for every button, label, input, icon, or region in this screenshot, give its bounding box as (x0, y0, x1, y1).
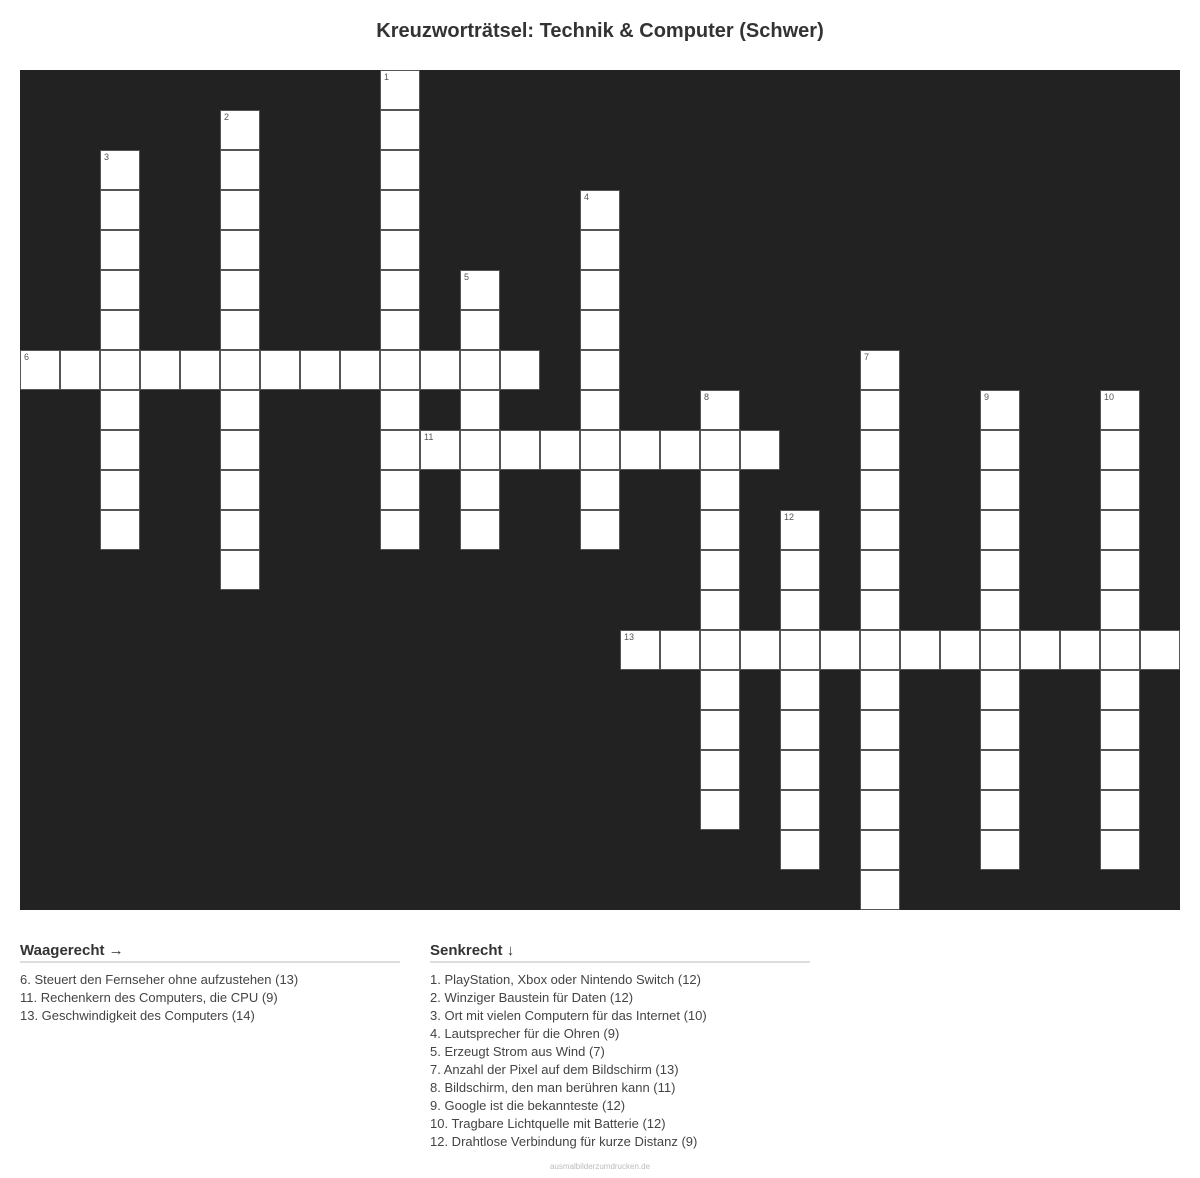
crossword-cell[interactable] (100, 350, 140, 390)
crossword-cell[interactable] (100, 510, 140, 550)
crossword-cell[interactable] (380, 110, 420, 150)
crossword-cell[interactable] (620, 430, 660, 470)
crossword-cell[interactable] (100, 470, 140, 510)
clue-down-9: 9. Google ist die bekannteste (12) (430, 1098, 626, 1113)
crossword-cell[interactable] (460, 350, 500, 390)
crossword-cell[interactable] (860, 350, 900, 390)
crossword-cell[interactable] (580, 310, 620, 350)
crossword-cell[interactable] (1100, 670, 1140, 710)
crossword-cell[interactable] (460, 390, 500, 430)
clue-number: 2 (224, 112, 230, 122)
crossword-cell[interactable] (380, 270, 420, 310)
clue-number: 8 (704, 392, 710, 402)
crossword-cell[interactable] (1100, 390, 1140, 430)
crossword-cell[interactable] (700, 550, 740, 590)
crossword-cell[interactable] (860, 750, 900, 790)
crossword-cell[interactable] (860, 470, 900, 510)
crossword-cell[interactable] (100, 430, 140, 470)
crossword-cell[interactable] (740, 630, 780, 670)
crossword-cell[interactable] (100, 230, 140, 270)
crossword-cell[interactable] (780, 710, 820, 750)
crossword-cell[interactable] (700, 670, 740, 710)
crossword-cell[interactable] (860, 390, 900, 430)
crossword-cell[interactable] (500, 430, 540, 470)
crossword-cell[interactable] (980, 470, 1020, 510)
crossword-cell[interactable] (300, 350, 340, 390)
crossword-cell[interactable] (420, 430, 460, 470)
page-title: Kreuzworträtsel: Technik & Computer (Schwer) (376, 20, 824, 42)
clue-down-2: 2. Winziger Baustein für Daten (12) (430, 990, 634, 1005)
crossword-cell[interactable] (1100, 710, 1140, 750)
crossword-cell[interactable] (380, 510, 420, 550)
crossword-cell[interactable] (780, 830, 820, 870)
crossword-cell[interactable] (260, 350, 300, 390)
clue-down-3: 3. Ort mit vielen Computern für das Internet (10) (430, 1008, 707, 1023)
clue-down-4: 4. Lautsprecher für die Ohren (9) (430, 1026, 620, 1041)
crossword-cell[interactable] (780, 550, 820, 590)
across-clue-list (20, 971, 400, 1025)
crossword-cell[interactable] (220, 310, 260, 350)
crossword-cell[interactable] (660, 630, 700, 670)
crossword-cell[interactable] (340, 350, 380, 390)
crossword-cell[interactable] (220, 190, 260, 230)
crossword-cell[interactable] (220, 150, 260, 190)
clue-number: 10 (1104, 392, 1115, 402)
clue-number: 9 (984, 392, 990, 402)
clue-number: 5 (464, 272, 470, 282)
clue-down-7: 7. Anzahl der Pixel auf dem Bildschirm (13) (430, 1062, 679, 1077)
crossword-cell[interactable] (380, 390, 420, 430)
clue-number: 11 (424, 432, 434, 442)
crossword-cell[interactable] (580, 230, 620, 270)
crossword-cell[interactable] (380, 70, 420, 110)
crossword-cell[interactable] (380, 190, 420, 230)
crossword-cell[interactable] (860, 510, 900, 550)
crossword-cell[interactable] (940, 630, 980, 670)
clue-number: 6 (24, 352, 30, 362)
crossword-cell[interactable] (380, 470, 420, 510)
crossword-cell[interactable] (980, 670, 1020, 710)
crossword-cell[interactable] (860, 870, 900, 910)
across-heading: Waagerecht → (20, 942, 400, 963)
crossword-cell[interactable] (380, 150, 420, 190)
crossword-cell[interactable] (580, 430, 620, 470)
crossword-cell[interactable] (860, 670, 900, 710)
crossword-cell[interactable] (980, 790, 1020, 830)
crossword-cell[interactable] (580, 390, 620, 430)
crossword-cell[interactable] (420, 350, 460, 390)
crossword-cell[interactable] (460, 430, 500, 470)
across-clues (20, 942, 400, 1025)
crossword-cell[interactable] (900, 630, 940, 670)
crossword-cell[interactable] (1100, 630, 1140, 670)
clue-down-1: 1. PlayStation, Xbox oder Nintendo Switch (12) (430, 972, 701, 987)
clue-down-12: 12. Drahtlose Verbindung für kurze Distanz (9) (430, 1134, 698, 1149)
crossword-cell[interactable] (1020, 630, 1060, 670)
clue-down-10: 10. Tragbare Lichtquelle mit Batterie (12) (430, 1116, 666, 1131)
crossword-cell[interactable] (980, 430, 1020, 470)
crossword-cell[interactable] (860, 790, 900, 830)
crossword-cell[interactable] (180, 350, 220, 390)
crossword-cell[interactable] (460, 510, 500, 550)
footer-credit: ausmalbilderzumdrucken.de (549, 1162, 651, 1171)
crossword-cell[interactable] (660, 430, 700, 470)
crossword-cell[interactable] (860, 710, 900, 750)
clue-number: 4 (584, 192, 590, 202)
clue-across-13: 13. Geschwindigkeit des Computers (14) (20, 1008, 255, 1023)
crossword-cell[interactable] (620, 630, 660, 670)
crossword-cell[interactable] (700, 790, 740, 830)
crossword-cell[interactable] (460, 310, 500, 350)
crossword-cell[interactable] (860, 590, 900, 630)
crossword-cell[interactable] (100, 150, 140, 190)
clue-down-8: 8. Bildschirm, den man berühren kann (11) (430, 1080, 676, 1095)
clue-number: 12 (784, 512, 795, 522)
crossword-cell[interactable] (460, 270, 500, 310)
crossword-cell[interactable] (860, 430, 900, 470)
crossword-cell[interactable] (980, 550, 1020, 590)
clue-across-6: 6. Steuert den Fernseher ohne aufzustehen (13) (20, 972, 299, 987)
crossword-cell[interactable] (540, 430, 580, 470)
down-clues (430, 942, 810, 1151)
crossword-cell[interactable] (1100, 470, 1140, 510)
crossword-cell[interactable] (700, 630, 740, 670)
crossword-cell[interactable] (100, 270, 140, 310)
crossword-cell[interactable] (220, 430, 260, 470)
crossword-cell[interactable] (700, 750, 740, 790)
crossword-cell[interactable] (580, 270, 620, 310)
crossword-cell[interactable] (820, 630, 860, 670)
crossword-cell[interactable] (780, 750, 820, 790)
crossword-cell[interactable] (1140, 630, 1180, 670)
clue-number: 13 (624, 632, 635, 642)
crossword-cell[interactable] (220, 350, 260, 390)
crossword-cell[interactable] (1100, 830, 1140, 870)
crossword-cell[interactable] (220, 390, 260, 430)
crossword-cell[interactable] (1100, 790, 1140, 830)
crossword-cell[interactable] (980, 710, 1020, 750)
crossword-cell[interactable] (1100, 590, 1140, 630)
crossword-cell[interactable] (140, 350, 180, 390)
crossword-cell[interactable] (220, 270, 260, 310)
crossword-cell[interactable] (500, 350, 540, 390)
crossword-cell[interactable] (700, 510, 740, 550)
crossword-grid (20, 70, 1180, 910)
crossword-cell[interactable] (700, 390, 740, 430)
crossword-cell[interactable] (780, 670, 820, 710)
crossword-cell[interactable] (700, 470, 740, 510)
crossword-cell[interactable] (1100, 550, 1140, 590)
crossword-cell[interactable] (380, 230, 420, 270)
crossword-cell[interactable] (220, 510, 260, 550)
crossword-cell[interactable] (780, 790, 820, 830)
crossword-cell[interactable] (100, 190, 140, 230)
crossword-cell[interactable] (580, 510, 620, 550)
clue-down-5: 5. Erzeugt Strom aus Wind (7) (430, 1044, 605, 1059)
crossword-cell[interactable] (740, 430, 780, 470)
clue-across-11: 11. Rechenkern des Computers, die CPU (9) (20, 990, 278, 1005)
clue-number: 1 (384, 72, 390, 82)
crossword-cell[interactable] (380, 430, 420, 470)
crossword-cell[interactable] (700, 590, 740, 630)
crossword-cell[interactable] (980, 390, 1020, 430)
crossword-cell[interactable] (580, 350, 620, 390)
crossword-cell[interactable] (980, 510, 1020, 550)
crossword-cell[interactable] (1100, 510, 1140, 550)
crossword-cell[interactable] (20, 350, 60, 390)
crossword-cell[interactable] (580, 470, 620, 510)
crossword-cell[interactable] (860, 630, 900, 670)
down-clue-list (430, 971, 810, 1151)
crossword-cell[interactable] (220, 550, 260, 590)
crossword-cell[interactable] (980, 590, 1020, 630)
crossword-cell[interactable] (220, 110, 260, 150)
crossword-cell[interactable] (860, 550, 900, 590)
crossword-cell[interactable] (780, 630, 820, 670)
clue-number: 7 (864, 352, 870, 362)
crossword-cell[interactable] (100, 390, 140, 430)
crossword-cell[interactable] (460, 470, 500, 510)
crossword-cell[interactable] (380, 350, 420, 390)
crossword-cell[interactable] (1100, 430, 1140, 470)
crossword-cell[interactable] (580, 190, 620, 230)
crossword-cell[interactable] (780, 510, 820, 550)
crossword-cell[interactable] (60, 350, 100, 390)
crossword-cell[interactable] (100, 310, 140, 350)
crossword-cell[interactable] (220, 470, 260, 510)
crossword-cell[interactable] (1060, 630, 1100, 670)
crossword-cell[interactable] (1100, 750, 1140, 790)
crossword-cell[interactable] (860, 830, 900, 870)
clue-number: 3 (104, 152, 110, 162)
crossword-cell[interactable] (780, 590, 820, 630)
crossword-cell[interactable] (380, 310, 420, 350)
crossword-cell[interactable] (980, 750, 1020, 790)
crossword-cell[interactable] (980, 830, 1020, 870)
crossword-cell[interactable] (700, 710, 740, 750)
down-heading: Senkrecht ↓ (430, 942, 810, 963)
crossword-cell[interactable] (700, 430, 740, 470)
crossword-cell[interactable] (220, 230, 260, 270)
crossword-cell[interactable] (980, 630, 1020, 670)
